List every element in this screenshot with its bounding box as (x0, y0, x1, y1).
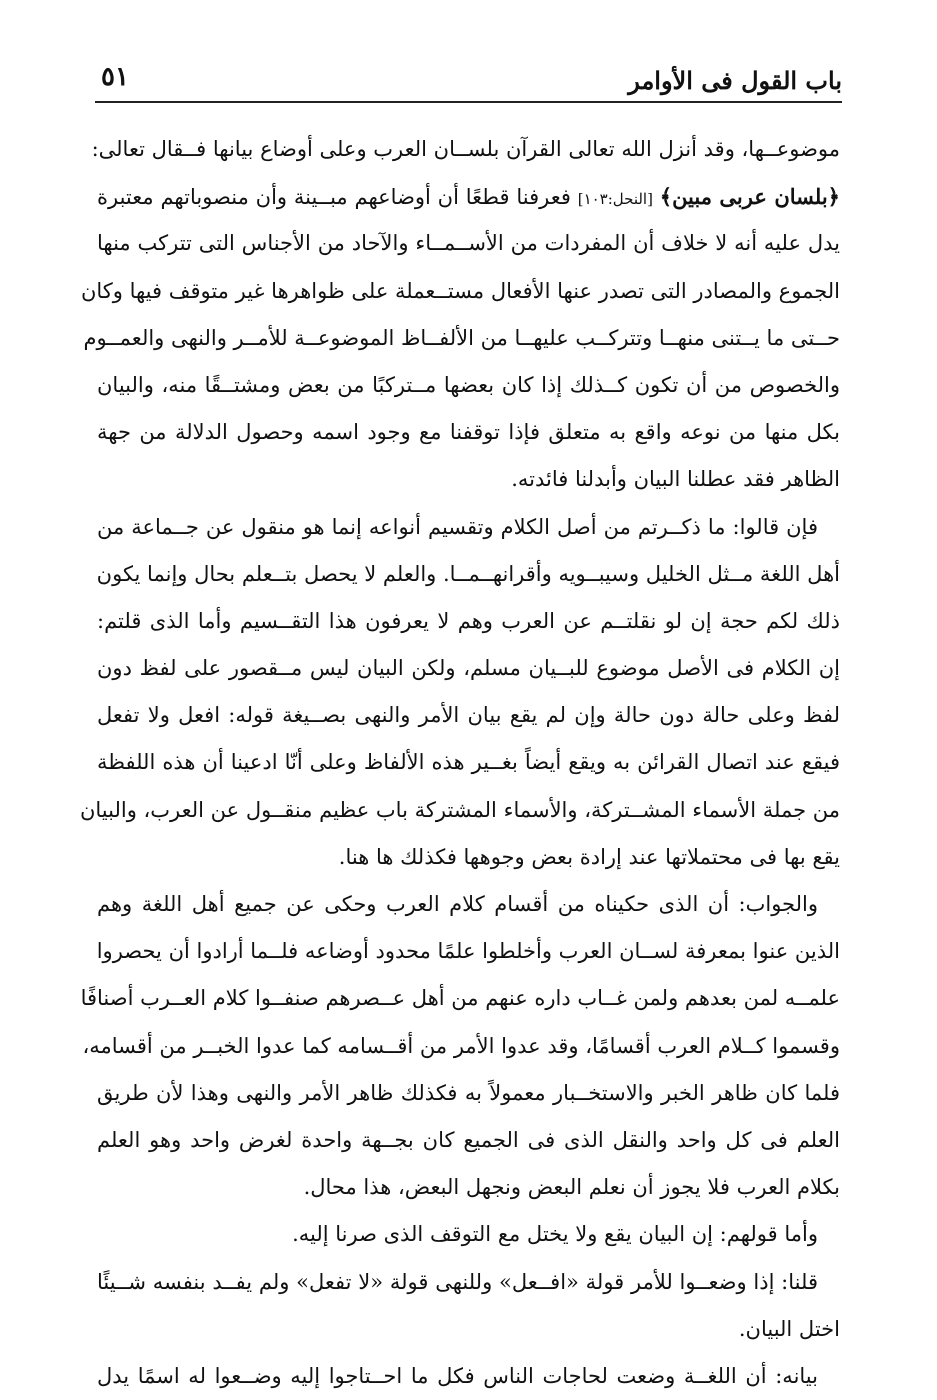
text-line: والخصوص من أن تكون كــذلك إذا كان بعضها مــتركبًا من بعض ومشتــقًا منه، والبيان (97, 372, 840, 397)
text-line: فإن قالوا: ما ذكــرتم من أصل الكلام وتقسيم أنواعه إنما هو منقول عن جــماعة من (97, 514, 818, 539)
text-line: الجموع والمصادر التى تصدر عنها الأفعال مستــعملة على ظواهرها غير متوقف فيها وكان (80, 278, 840, 303)
text-line: قلنا: إذا وضعــوا للأمر قولة «افــعل» وللنهى قولة «لا تفعل» ولم يفــد بنفسه شــيئًا (97, 1269, 818, 1294)
text-line: وقسموا كــلام العرب أقسامًا، وقد عدوا الأمر من أقــسامه كما عدوا الخبــر من أقسامه، (82, 1033, 840, 1058)
text-line: يدل عليه أنه لا خلاف أن المفردات من الأســمــاء والآحاد من الأجناس التى تتركب منها (97, 231, 840, 256)
body-text (79, 126, 841, 1400)
text-line: بكلام العرب فلا يجوز أن نعلم البعض ونجهل البعض، هذا محال. (303, 1175, 840, 1200)
running-title: باب القول فى الأوامر (628, 66, 842, 95)
text-line: اختل البيان. (738, 1316, 840, 1341)
page-number: ٥١ (101, 62, 129, 92)
text-line (97, 173, 840, 220)
text-line: فلما كان ظاهر الخبر والاستخــبار معمولاً به فكذلك ظاهر الأمر والنهى وهذا لأن طريق (97, 1080, 840, 1105)
text-line: بيانه: أن اللغــة وضعت لحاجات الناس فكل ما احــتاجوا إليه وضــعوا له اسمًا يدل (97, 1363, 818, 1388)
text-line: الذين عنوا بمعرفة لســان العرب وأخلطوا علمًا محدود أوضاعه فلــما أرادوا أن يحصروا (96, 939, 840, 964)
header-rule (95, 101, 842, 103)
text-line-continuation: فعرفنا قطعًا أن أوضاعهم مبــينة وأن منصوباتهم معتبرة (97, 185, 571, 210)
text-line: فيقع عند اتصال القرائن به ويقع أيضاً بغــير هذه الألفاظ وعلى أنّا ادعينا أن هذه اللفظة (97, 750, 841, 775)
text-line: والجواب: أن الذى حكيناه من أقسام كلام العرب وحكى عن جميع أهل اللغة وهم (97, 892, 818, 916)
text-line: يقع بها فى محتملاتها عند إرادة بعض وجوهها فكذلك ها هنا. (338, 844, 840, 869)
text-line: حــتى ما يــتنى منهــا وتتركــب عليهــا من الألفــاظ الموضوعــة للأمــر والنهى والعمــوم (83, 325, 840, 350)
text-line: ذلك لكم حجة إن لو نقلتــم عن العرب وهم لا يعرفون هذا التقــسيم وأما الذى قلتم: (97, 608, 840, 633)
text-line: من جملة الأسماء المشــتركة، والأسماء المشتركة باب عظيم منقــول عن العرب، والبيان (79, 797, 840, 822)
text-line: إن الكلام فى الأصل موضوع للبــيان مسلم، ولكن البيان ليس مــقصور على لفظ دون (97, 656, 840, 681)
text-line: العلم فى كل واحد والنقل الذى فى الجميع كان بجــهة واحدة لغرض واحد وهو العلم (97, 1127, 840, 1152)
text-line: بكل منها من نوعه واقع به متعلق فإذا توقفنا مع وجود اسمه وحصول الدلالة من جهة (97, 420, 840, 445)
text-line: موضوعــها، وقد أنزل الله تعالى القرآن بلســان العرب وعلى أوضاع بيانها فــقال تعالى: (91, 137, 840, 161)
quran-verse: ﴿بلسان عربى مبين﴾ (659, 184, 840, 210)
page-header (95, 58, 842, 100)
text-line: وأما قولهم: إن البيان يقع ولا يختل مع التوقف الذى صرنا إليه. (292, 1222, 818, 1247)
verse-reference: [النحل:١٠٣] (577, 190, 653, 209)
text-line: الظاهر فقد عطلنا البيان وأبدلنا فائدته. (511, 467, 840, 492)
text-line: لفظ وعلى حالة دون حالة وإن لم يقع بيان الأمر والنهى بصــيغة قوله: افعل ولا تفعل (97, 703, 840, 728)
text-line: علمــه لمن بعدهم ولمن غــاب داره عنهم من أهل عــصرهم صنفــوا كلام العــرب أصنافًا (80, 986, 840, 1011)
text-line: أهل اللغة مــثل الخليل وسيبــويه وأقرانهــمــا. والعلم لا يحصل بتــعلم بحال وإنما يكون (96, 561, 840, 586)
